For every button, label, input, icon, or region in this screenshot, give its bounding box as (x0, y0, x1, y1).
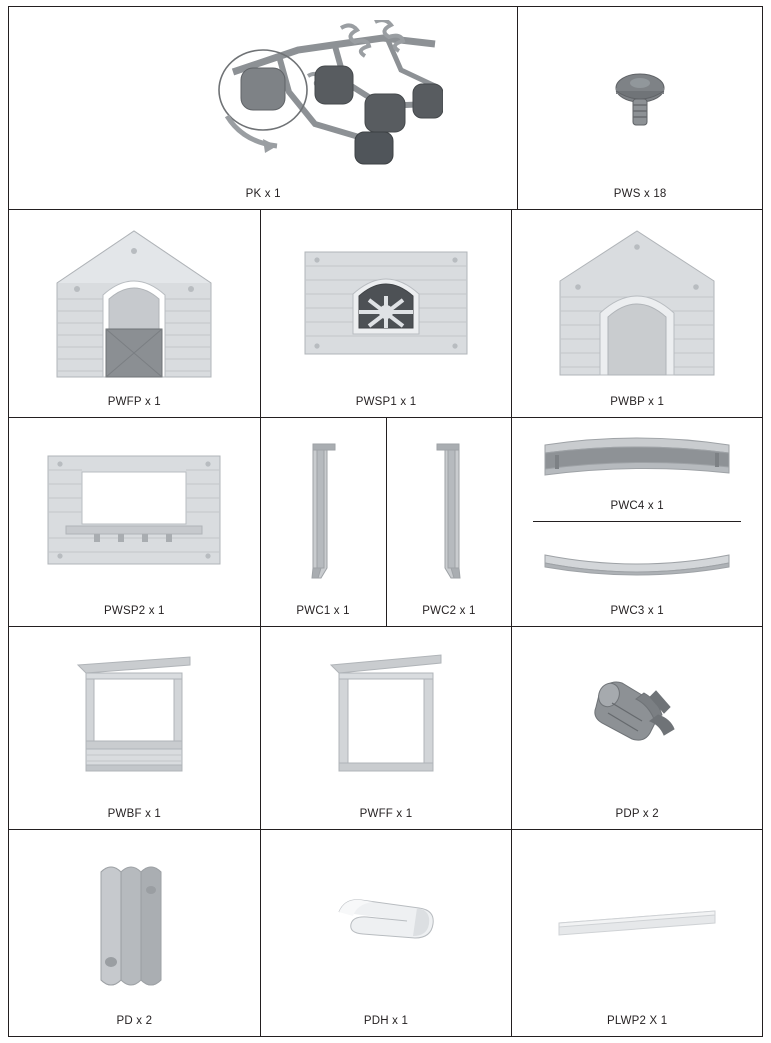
bottom-rail-curved-icon (533, 522, 741, 599)
part-cell-pwc4 (533, 418, 741, 522)
part-label: PWBP x 1 (610, 396, 665, 409)
door-pin-icon (512, 627, 762, 802)
part-label: PLWP2 X 1 (606, 1015, 668, 1028)
part-cell-pwbp (512, 210, 762, 417)
part-cell-pwfp (9, 210, 261, 417)
part-label: PWSP2 x 1 (104, 605, 165, 618)
part-label: PWC2 x 1 (422, 605, 476, 618)
side-panel-with-window-icon (261, 210, 512, 390)
part-label: PDH x 1 (363, 1015, 409, 1028)
part-cell-pk (9, 7, 518, 209)
corner-post-left-icon (261, 418, 386, 599)
parts-table (8, 6, 763, 1037)
part-cell-pwbf (9, 627, 261, 829)
part-cell-pws (518, 7, 762, 209)
part-label: PDP x 2 (615, 808, 659, 821)
table-row (9, 418, 762, 627)
flat-strip-icon (512, 830, 762, 1009)
part-cell-pwff (261, 627, 513, 829)
part-cell-group-rails (512, 418, 762, 626)
part-cell-pwc1 (261, 418, 387, 626)
part-label: PD x 2 (116, 1015, 153, 1028)
corner-post-right-icon (387, 418, 512, 599)
front-panel-with-door-icon (9, 210, 260, 390)
part-cell-pwc3 (533, 522, 741, 626)
part-cell-pwsp1 (261, 210, 513, 417)
table-row (9, 7, 762, 210)
table-row (9, 210, 762, 418)
part-cell-pwsp2 (9, 418, 261, 626)
part-label: PWS x 18 (613, 188, 667, 201)
part-label: PWSP1 x 1 (355, 396, 417, 409)
part-cell-pdp (512, 627, 762, 829)
table-row (9, 627, 762, 830)
screw-icon (518, 7, 762, 182)
back-panel-with-arch-icon (512, 210, 762, 390)
part-label: PK x 1 (245, 188, 281, 201)
part-cell-pd (9, 830, 261, 1036)
part-label: PWC4 x 1 (610, 500, 664, 513)
top-rail-long-icon (533, 418, 741, 494)
door-panel-icon (9, 830, 260, 1009)
front-frame-icon (261, 627, 512, 802)
part-label: PWFP x 1 (107, 396, 161, 409)
part-cell-plwp2 (512, 830, 762, 1036)
table-row (9, 830, 762, 1036)
door-handle-icon (261, 830, 512, 1009)
part-cell-pdh (261, 830, 513, 1036)
part-label: PWC1 x 1 (296, 605, 350, 618)
part-label: PWC3 x 1 (610, 605, 664, 618)
sprue-frame-with-caps-icon (9, 7, 517, 182)
back-frame-with-shelf-icon (9, 627, 260, 802)
part-cell-pwc2 (387, 418, 513, 626)
part-label: PWBF x 1 (107, 808, 162, 821)
side-panel-with-counter-icon (9, 418, 260, 599)
part-label: PWFF x 1 (359, 808, 413, 821)
